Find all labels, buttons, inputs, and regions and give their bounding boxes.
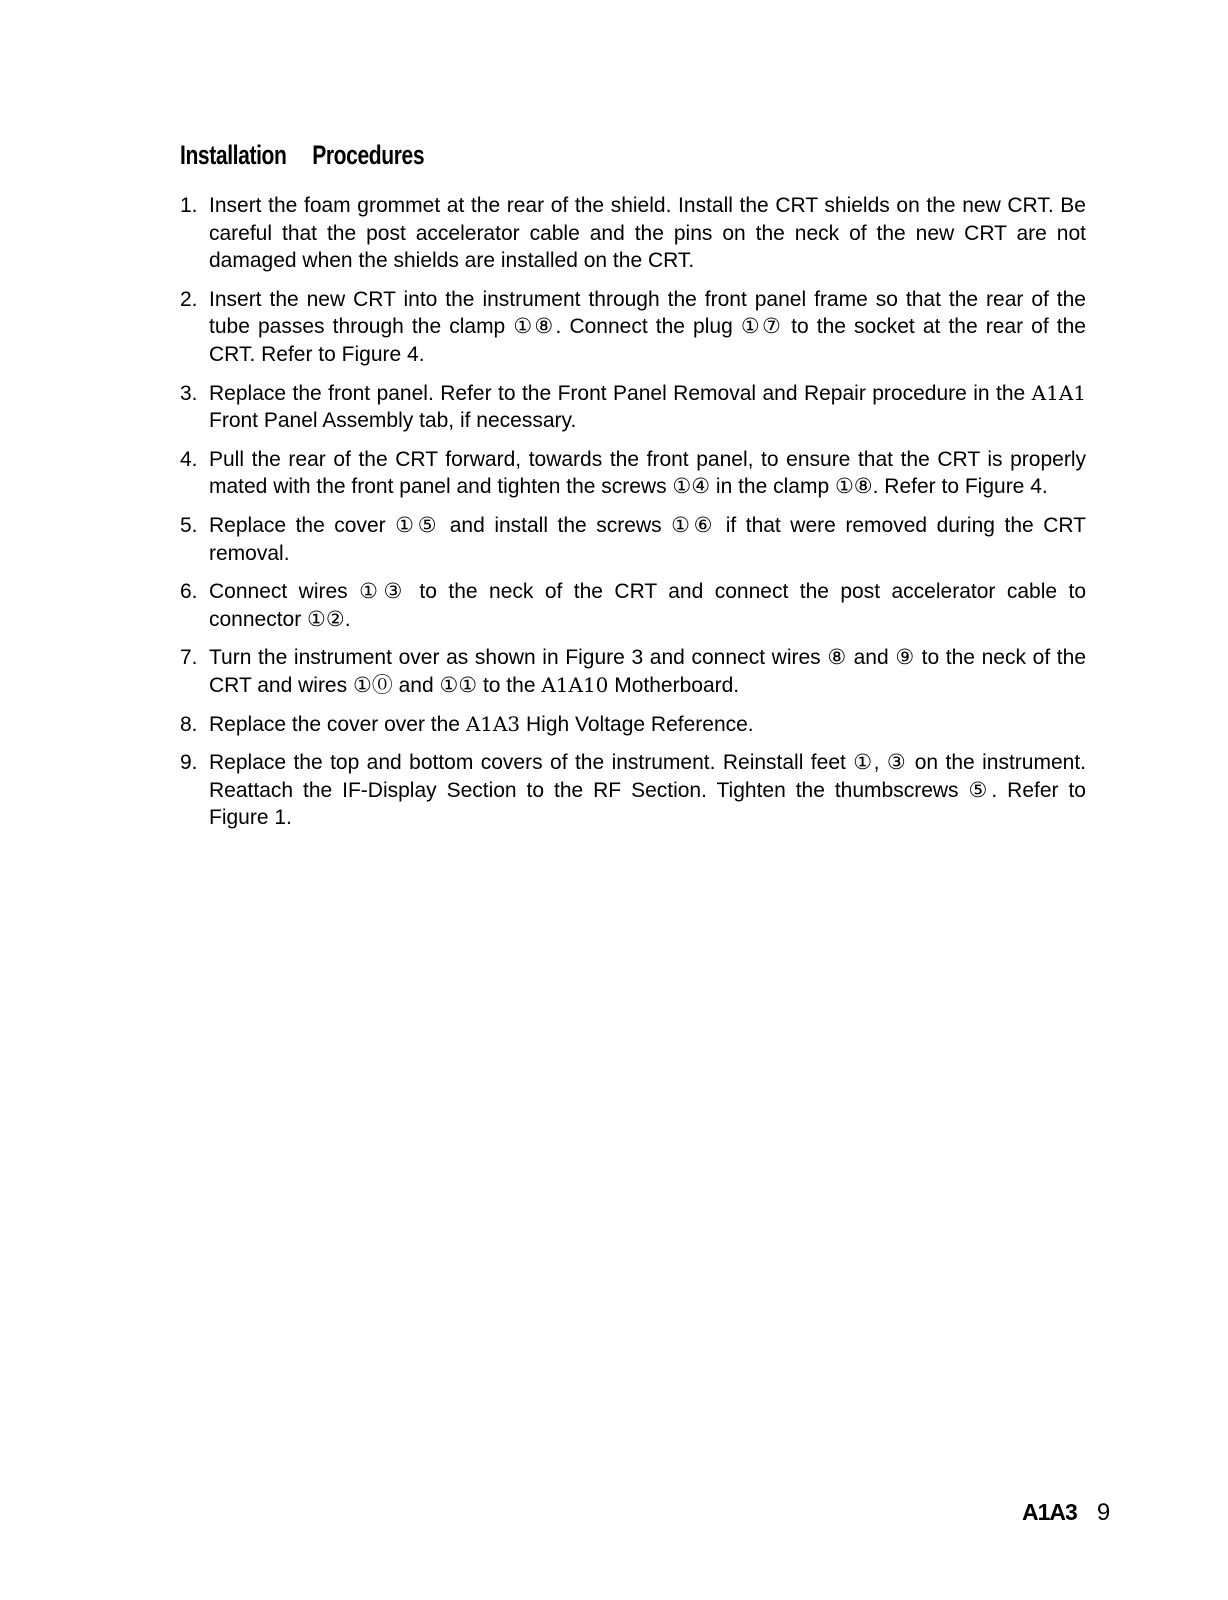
step-number: 9. [180,751,198,775]
procedure-step [180,711,1086,739]
step-text: Replace the top and bottom covers of the instrument. Reinstall feet ①, ③ on the instrument. Reattach the IF-Display Section to the RF Section. Tighten the thumbscrews ⑤. Refer to Figure 1. [209,751,1086,830]
procedure-step [180,749,1086,832]
step-text: Replace the cover over the A1A3 High Voltage Reference. [209,711,754,736]
procedure-step [180,578,1086,633]
procedure-step [180,192,1086,275]
page-title-text: Installation Procedures [180,140,425,170]
procedure-step [180,644,1086,699]
step-text: Turn the instrument over as shown in Figure 3 and connect wires ⑧ and ⑨ to the neck of the CRT and wires ①⓪ and ①① to the A1A10 Motherboard. [209,646,1086,697]
step-number: 7. [180,646,198,670]
step-text: Pull the rear of the CRT forward, towards the front panel, to ensure that the CRT is properly mated with the front panel and tighten the screws ①④ in the clamp ①⑧. Refer to Figure 4. [209,447,1086,499]
step-text: Insert the new CRT into the instrument through the front panel frame so that the rear of the tube passes through the clamp ①⑧. Connect the plug ①⑦ to the socket at the rear of the CRT. Refer to Figure 4. [209,287,1086,366]
procedure-step [180,380,1086,435]
document-content [180,140,1086,843]
step-text: Insert the foam grommet at the rear of the shield. Install the CRT shields on the new CRT. Be careful that the post accelerator cable and the pins on the neck of the new CRT are not damaged when the shields are installed on the CRT. [209,194,1086,273]
step-number: 8. [180,712,198,736]
step-number: 2. [180,287,198,311]
step-number: 4. [180,447,198,471]
step-text: Connect wires ①③ to the neck of the CRT and connect the post accelerator cable to connector ①②. [209,580,1086,631]
procedure-step [180,286,1086,369]
footer-section-label: A1A3 [1022,1499,1077,1525]
step-text: Replace the front panel. Refer to the Front Panel Removal and Repair procedure in the A1A1 Front Panel Assembly tab, if necessary. [209,380,1086,433]
step-text: Replace the cover ①⑤ and install the screws ①⑥ if that were removed during the CRT removal. [209,513,1086,565]
page-title [180,140,1086,170]
step-number: 1. [180,194,198,217]
page-footer [1022,1498,1110,1527]
procedure-steps [180,192,1086,832]
step-number: 6. [180,580,198,604]
step-number: 3. [180,381,198,405]
step-number: 5. [180,513,198,537]
procedure-step [180,512,1086,567]
procedure-step [180,446,1086,501]
footer-page-number: 9 [1096,1499,1111,1526]
